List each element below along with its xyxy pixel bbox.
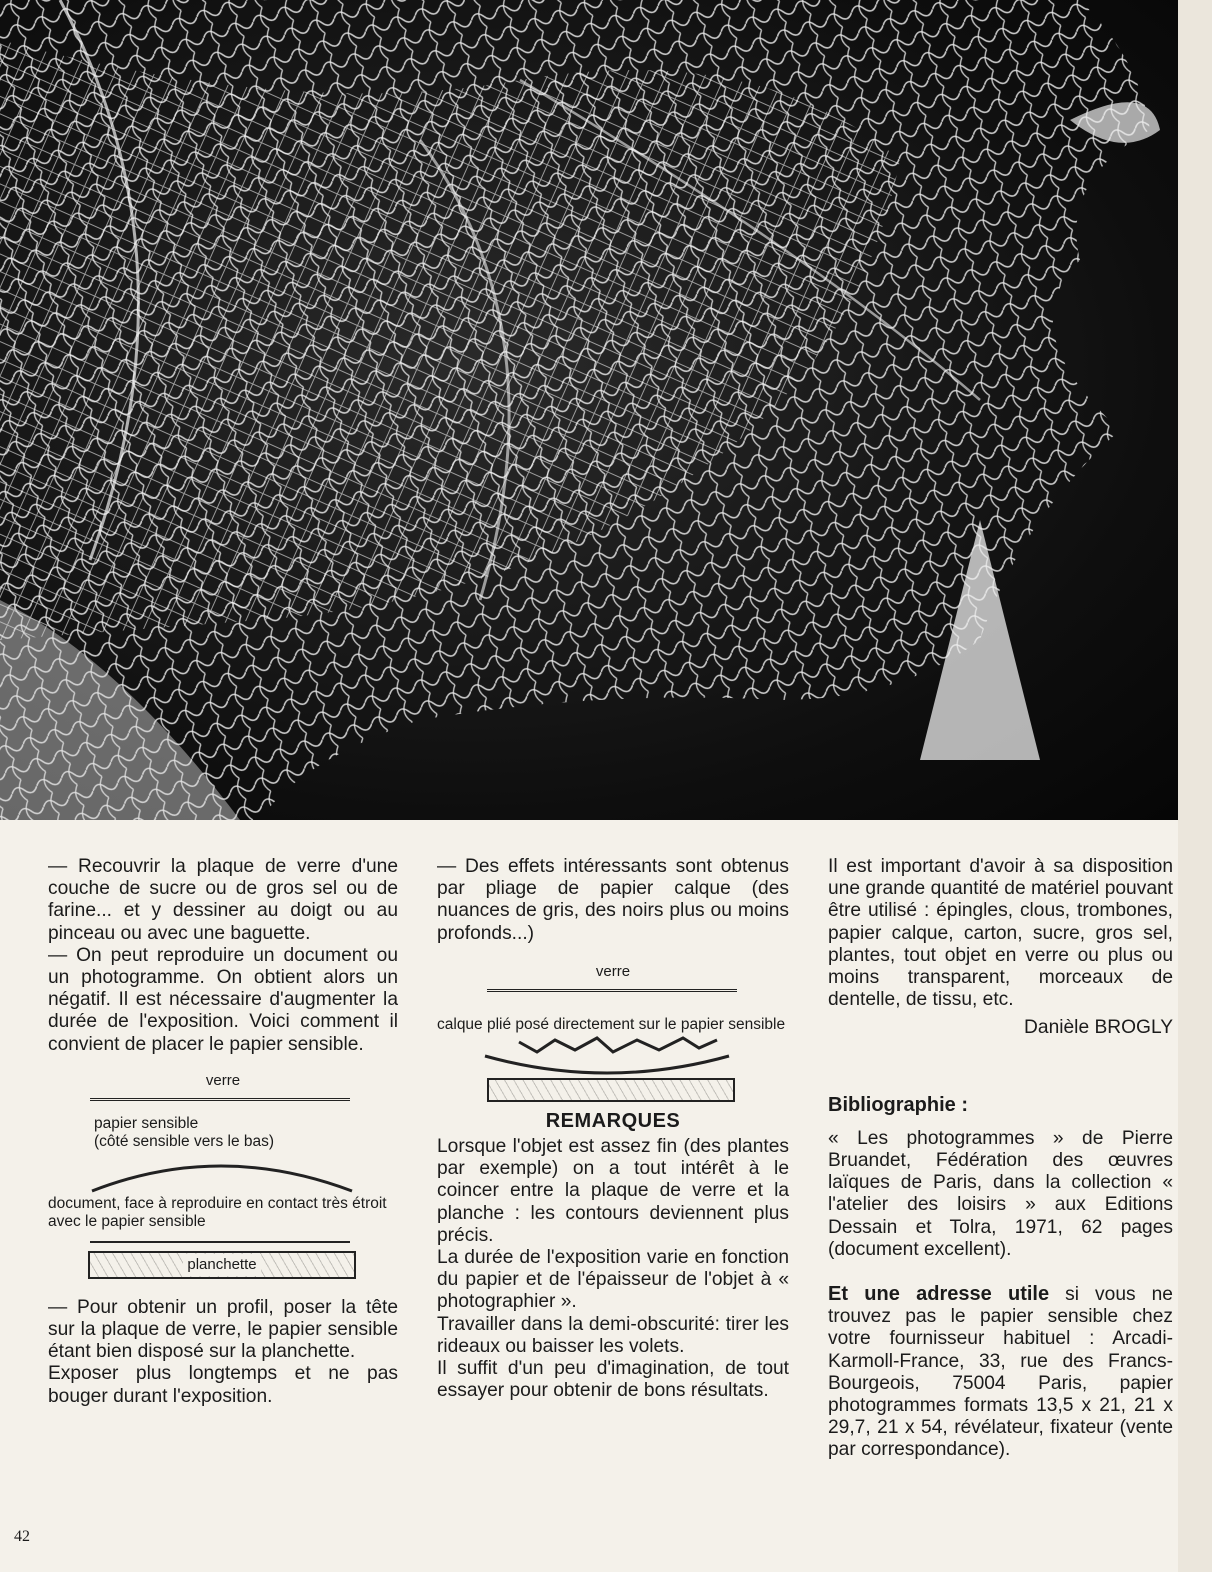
- glass-plate-line: [487, 989, 737, 992]
- planchette-board: [88, 1251, 356, 1279]
- diagram-label-verre: verre: [205, 1071, 241, 1089]
- diagram-label-verre: verre: [595, 962, 631, 980]
- column-1: [48, 856, 398, 1408]
- diagram-label-planchette: planchette: [183, 1254, 260, 1276]
- diagram-folded-tracing: [437, 963, 789, 1102]
- paragraph: — Des effets intéressants sont obtenus par pliage de papier calque (des nuances de gris, des noirs plus ou moins profonds...): [437, 856, 789, 944]
- bibliography-text: « Les photogrammes » de Pierre Bruandet, Fédération des œuvres laïques de Paris, dans la collection « l'atelier des loisirs » aux Editions Dessain et Tolra, 1971, 62 pages (document excellent).: [828, 1127, 1173, 1260]
- glass-plate-line: [90, 1098, 350, 1101]
- paragraph: — On peut reproduire un document ou un photogramme. On obtient alors un négatif. Il est nécessaire d'augmenter la durée de l'exposition. Voici comment il convient de placer le papier sensible.: [48, 944, 398, 1055]
- diagram-label-calque: calque plié posé directement sur le papier sensible: [437, 1015, 786, 1033]
- address-lead: Et une adresse utile: [828, 1283, 1050, 1306]
- column-3: [828, 856, 1173, 1462]
- paragraph: La durée de l'exposition varie en fonction du papier et de l'épaisseur de l'objet à « photographier ».: [437, 1247, 789, 1313]
- planchette-board: [487, 1078, 735, 1102]
- paragraph: Exposer plus longtemps et ne pas bouger durant l'exposition.: [48, 1363, 398, 1407]
- folded-tracing-drawing: [437, 1034, 789, 1078]
- author-signature: Danièle BROGLY: [1024, 1017, 1173, 1039]
- bibliography-title: Bibliographie :: [828, 1093, 968, 1116]
- paragraph: Travailler dans la demi-obscurité: tirer les rideaux ou baisser les volets.: [437, 1313, 789, 1357]
- document-line: [90, 1241, 350, 1243]
- paragraph: Il est important d'avoir à sa disposition une grande quantité de matériel pouvant être utilisé : épingles, clous, trombones, papier calque, carton, sucre, gros sel, plantes, tout objet en verre ou plus ou moins transparent, morceaux de dentelle, de tissu, etc.: [828, 856, 1173, 1011]
- page-edge: [1178, 0, 1212, 1572]
- page-number: 42: [14, 1528, 30, 1545]
- curved-paper-drawing: [48, 1151, 398, 1195]
- paragraph: Il suffit d'un peu d'imagination, de tout essayer pour obtenir de bons résultats.: [437, 1358, 789, 1402]
- diagram-label-document: document, face à reproduire en contact très étroit avec le papier sensible: [48, 1194, 387, 1230]
- diagram-label-papier: papier sensible (côté sensible vers le bas): [94, 1114, 275, 1150]
- address-paragraph: [828, 1283, 1173, 1462]
- paragraph: — Recouvrir la plaque de verre d'une couche de sucre ou de gros sel ou de farine... et y dessiner au doigt ou au pinceau ou avec une baguette.: [48, 856, 398, 944]
- section-heading: REMARQUES: [545, 1109, 681, 1132]
- diagram-document-reproduction: [48, 1072, 398, 1279]
- paragraph: Lorsque l'objet est assez fin (des plantes par exemple) on a tout intérêt à le coincer entre la plaque de verre et la planche : les contours deviennent plus précis.: [437, 1136, 789, 1246]
- paragraph: — Pour obtenir un profil, poser la tête sur la plaque de verre, le papier sensible étant bien disposé sur la planchette.: [48, 1296, 398, 1363]
- address-text: si vous ne trouvez pas le papier sensible chez votre fournisseur habituel : Arcadi-Karmoll-France, 33, rue des Francs-Bourgeois, 75004 Paris, papier photogrammes formats 13,5 x 21, 21 x 29,7, 21 x 54, révélateur, fixateur (vente par correspondance).: [828, 1284, 1173, 1461]
- column-2: [437, 856, 789, 1402]
